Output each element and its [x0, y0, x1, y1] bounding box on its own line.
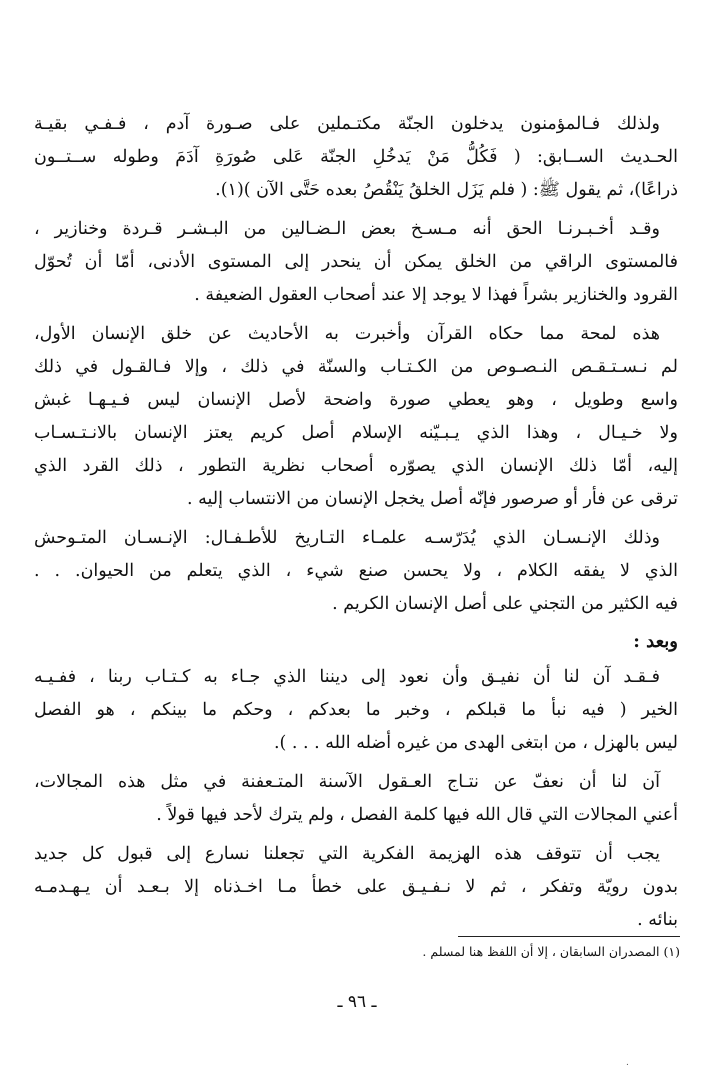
text-line: فـقـد آن لنا أن نفيـق وأن نعود إلى ديننا الذي جـاء به كـتـاب ربنا ، ففـيـه	[34, 667, 660, 687]
text-line: ولا خـيـال ، وهذا الذي يـبـيّنه الإسلام أصل كريم يعتز الإنسان بالانـتـسـاب	[34, 423, 678, 443]
text-line: ذراعًا)، ثم يقول ﷺ: ( فلم يَزَل الخلقُ يَنْقُصُ بعده حَتَّى الآن )(١).	[215, 180, 678, 200]
paragraph-6	[34, 766, 678, 832]
text-line: بنائه .	[637, 910, 678, 930]
text-line: واسع وطويل ، وهو يعطي صورة واضحة لأصل الإنسان ليس فـيـهـا غبش	[34, 390, 678, 410]
text-line: فالمستوى الراقي من الخلق يمكن أن ينحدر إلى المستوى الأدنى، أمّا أن تُحوّل	[34, 252, 678, 272]
footnote: (١) المصدران السابقان ، إلا أن اللفظ هنا لمسلم .	[422, 944, 680, 959]
text-line: الحـديث الســابق: ( فَكُلُّ مَنْ يَدخُلِ الجنّة عَلى صُورَةِ آدَمَ وطوله ســتــون	[34, 147, 678, 167]
text-line: وقـد أخـبـرنـا الحق أنه مـسـخ بعض الـضـالين من البـشـر قـردة وخنازير ،	[34, 219, 660, 239]
text-line: ولذلك فـالمؤمنون يدخلون الجنّة مكتـملين على صـورة آدم ، فـفـي بقيـة	[34, 114, 660, 134]
section-heading: وبعد :	[633, 631, 678, 652]
footnote-divider	[458, 936, 680, 937]
text-line: وذلك الإنـسـان الذي يُدَرّسـه علمـاء التـاريخ للأطـفـال: الإنـسـان المتـوحش	[34, 528, 660, 548]
text-line: أعني المجالات التي قال الله فيها كلمة الفصل ، ولم يترك لأحد فيها قولاً .	[156, 805, 678, 825]
text-line: هذه لمحة مما حكاه القرآن وأخبرت به الأحاديث عن خلق الإنسان الأول،	[34, 324, 660, 344]
text-line: بدون رويّة وتفكر ، ثم لا نـفـيـق على خطأ مـا اخـذناه إلا بـعـد أن يـهـدمـه	[34, 877, 678, 897]
text-line: يجب أن تتوقف هذه الهزيمة الفكرية التي تجعلنا نسارع إلى قبول كل جديد	[34, 844, 660, 864]
text-line: إليه، أمّا ذلك الإنسان الذي يصوّره أصحاب نظرية التطور ، ذلك القرد الذي	[34, 456, 678, 476]
page-number: ـ ٩٦ ـ	[337, 992, 377, 1012]
text-line: لم نـسـتـقـص النـصـوص من الكـتـاب والسنّة في ذلك ، وإلا فـالقـول في ذلك	[34, 357, 678, 377]
paragraph-1	[34, 108, 678, 207]
text-line: ليس بالهزل ، من ابتغى الهدى من غيره أضله الله . . . ).	[273, 733, 678, 753]
text-line: آن لنا أن نعفّ عن نتـاج العـقول الآسنة المتـعفنة في مثل هذه المجالات،	[34, 772, 660, 792]
text-line: الخير ( فيه نبأ ما قبلكم ، وخبر ما بعدكم ، وحكم ما بينكم ، هو الفصل	[34, 700, 678, 720]
text-line: فيه الكثير من التجني على أصل الإنسان الكريم .	[332, 594, 678, 614]
text-line: القرود والخنازير بشراً فهذا لا يوجد إلا عند أصحاب العقول الضعيفة .	[194, 285, 678, 305]
scan-mark: .	[626, 1058, 629, 1068]
text-line: ترقى عن فأر أو صرصور فإنّه أصل يخجل الإنسان من الانتساب إليه .	[187, 489, 678, 509]
paragraph-5	[34, 661, 678, 760]
paragraph-7	[34, 838, 678, 937]
page-body	[34, 108, 678, 943]
paragraph-3	[34, 318, 678, 516]
paragraph-4	[34, 522, 678, 621]
paragraph-2	[34, 213, 678, 312]
text-line: الذي لا يفقه الكلام ، ولا يحسن صنع شيء ، الذي يتعلم من الحيوان. . .	[34, 561, 678, 581]
